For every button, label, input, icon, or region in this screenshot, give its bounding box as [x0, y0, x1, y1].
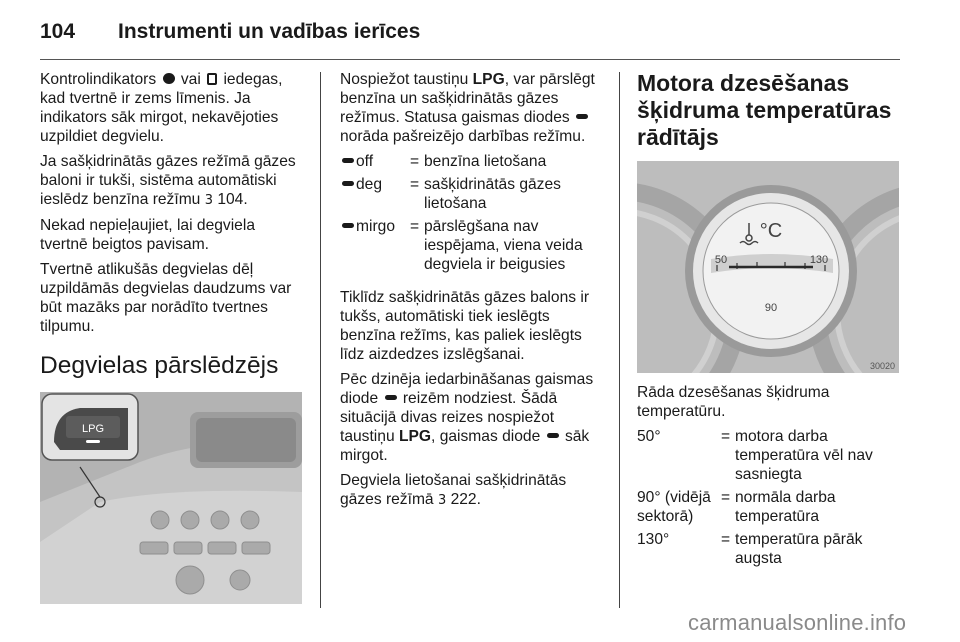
column-right — [637, 70, 899, 582]
led-indicator-icon — [342, 181, 354, 186]
led-indicator-icon — [342, 223, 354, 228]
paragraph-remaining-fuel: Tvertnē atlikušās degvielas dēļ uzpildāmās degvielas daudzums var būt mazāks par norādīto tvertnes tilpumu. — [40, 261, 292, 335]
coolant-gauge-illustration — [637, 161, 899, 373]
lpg-key-label: LPG — [398, 428, 432, 445]
cross-reference-icon: 3 — [437, 493, 447, 508]
section-title-fuel-switch: Degvielas pārslēdzējs — [40, 352, 279, 379]
cross-reference-link[interactable]: 104. — [217, 191, 248, 208]
column-divider-1 — [320, 72, 321, 608]
image-code: 30020 — [869, 361, 895, 371]
gauge-min-label: 50 — [714, 254, 728, 266]
column-divider-2 — [619, 72, 620, 608]
fuel-pump-icon — [207, 73, 217, 85]
lpg-button-label: LPG — [81, 423, 105, 435]
gauge-max-label: 130 — [809, 254, 829, 266]
cross-reference-icon: 3 — [204, 193, 213, 208]
fuel-switch-illustration — [40, 392, 302, 604]
cross-reference-link[interactable]: 222. — [450, 491, 481, 508]
led-indicator-icon — [385, 395, 397, 400]
led-indicator-icon — [342, 158, 354, 163]
page-header — [40, 20, 420, 50]
paragraph-indicator: Kontrolindikators vai iedegas, kad tvertnē ir zems līmenis. Ja indikators sāk mirgot, nekavējoties uzpildiet degvielu. — [40, 71, 283, 145]
paragraph-lpg-button: Nospiežot taustiņu LPG, var pārslēgt benzīna un sašķidrinātās gāzes režīmus. Statusa gaismas diodes norāda pašreizējo darbības režīmu. — [340, 71, 595, 145]
header-divider — [40, 59, 900, 60]
paragraph-fuel-reference: Degviela lietošanai sašķidrinātās gāzes režīmā 3 222. — [340, 472, 567, 508]
oil-drop-indicator-icon — [163, 73, 175, 84]
page-header-title: Instrumenti un vadības ierīces — [118, 20, 421, 43]
led-status-definitions: off = benzīna lietošana deg = sašķidrinātās gāzes lietošana mirgo = pārslēgšana nav iespējama, viena veida degviela ir beigusies — [340, 152, 604, 278]
section-title-coolant-gauge: Motora dzesēšanas šķidruma temperatūras rādītājs — [637, 70, 892, 150]
paragraph-auto-petrol: Tiklīdz sašķidrinātās gāzes balons ir tukšs, automātiski tiek ieslēgts benzīna režīms, kas paliek ieslēgts līdz aizdedzes izslēgšanai. — [340, 289, 590, 363]
led-indicator-icon — [547, 433, 559, 438]
column-left — [40, 70, 302, 604]
paragraph-coolant: Rāda dzesēšanas šķidruma temperatūru. — [637, 384, 830, 420]
paragraph-lpg-empty: Ja sašķidrinātās gāzes režīmā gāzes baloni ir tukši, sistēma automātiski ieslēdz benzīna režīmu 3 104. — [40, 153, 296, 208]
gauge-unit-label: °C — [759, 220, 783, 242]
temperature-definitions: 50° = motora darba temperatūra vēl nav sasniegta 90° (vidējā sektorā) = normāla darba temperatūra 130° = temperatūra pārāk augsta — [637, 428, 873, 567]
lpg-key-label: LPG — [472, 71, 505, 88]
paragraph-led-off: Pēc dzinēja iedarbināšanas gaismas diode reizēm nodziest. Šādā situācijā divas reizes nospiežot taustiņu LPG, gaismas diode sāk mirgot. — [340, 371, 594, 464]
watermark: carmanualsonline.info — [688, 610, 907, 635]
page-number: 104 — [40, 20, 76, 43]
gauge-mid-label: 90 — [764, 302, 778, 314]
paragraph-never-empty: Nekad nepieļaujiet, lai degviela tvertnē beigtos pavisam. — [40, 217, 255, 253]
column-middle — [340, 70, 604, 516]
led-indicator-icon — [576, 114, 588, 119]
